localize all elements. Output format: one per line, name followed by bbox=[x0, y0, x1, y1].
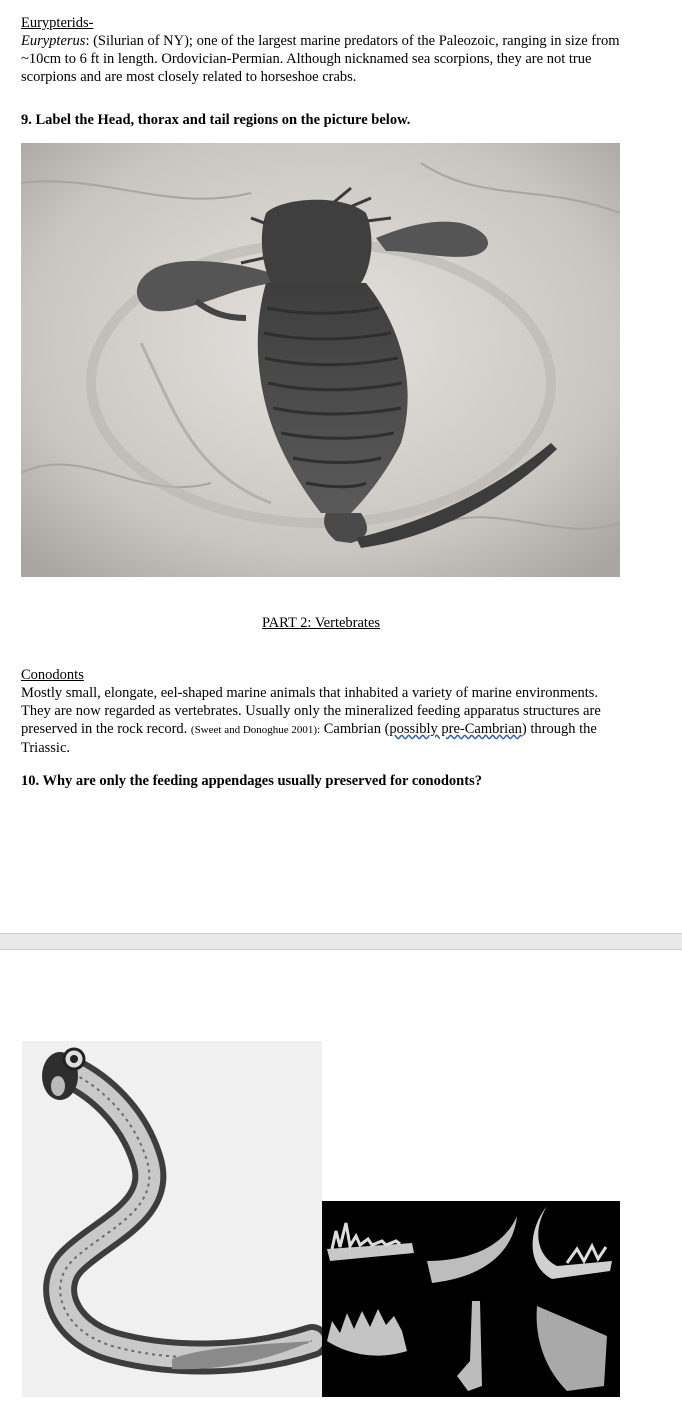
eurypterids-paragraph bbox=[21, 32, 621, 86]
page-break bbox=[0, 933, 682, 950]
question-10: 10. Why are only the feeding appendages usually preserved for conodonts? bbox=[21, 773, 482, 789]
part2-title: PART 2: Vertebrates bbox=[261, 615, 381, 631]
conodonts-range-end: ) through the Triassic. bbox=[21, 721, 597, 756]
question-9: 9. Label the Head, thorax and tail regions on the picture below. bbox=[21, 112, 411, 128]
eurypterids-section bbox=[21, 14, 621, 86]
eurypterus-fossil-image bbox=[21, 143, 620, 577]
eurypterids-description: : (Silurian of NY); one of the largest marine predators of the Paleozoic, ranging in size from ~10cm to 6 ft in length. Ordovician-Permian. Although nicknamed sea scorpions, they are not true scorpions and are most closely related to horseshoe crabs. bbox=[21, 33, 620, 85]
eurypterus-fossil-photo bbox=[21, 143, 620, 577]
conodonts-paragraph bbox=[21, 684, 621, 757]
spellcheck-flagged-text[interactable]: possibly pre-Cambrian bbox=[389, 721, 522, 737]
conodont-elements-photo bbox=[322, 1201, 620, 1397]
conodonts-heading: Conodonts bbox=[21, 667, 84, 683]
document-page-2 bbox=[0, 950, 682, 1416]
conodont-animal-illustration bbox=[22, 1041, 322, 1397]
eurypterus-genus: Eurypterus bbox=[21, 33, 86, 49]
conodont-eel-drawing bbox=[22, 1041, 322, 1397]
conodonts-description: Mostly small, elongate, eel-shaped marine animals that inhabited a variety of marine environments. They are now regarded as vertebrates. Usually only the mineralized feeding apparatus structures are preserved in the rock record. bbox=[21, 685, 601, 737]
eurypterids-heading: Eurypterids- bbox=[21, 15, 94, 31]
conodonts-range-start: Cambrian ( bbox=[323, 721, 390, 737]
conodonts-section bbox=[21, 666, 621, 757]
conodont-elements-image bbox=[322, 1201, 620, 1397]
conodonts-citation: (Sweet and Donoghue 2001): bbox=[190, 724, 321, 736]
